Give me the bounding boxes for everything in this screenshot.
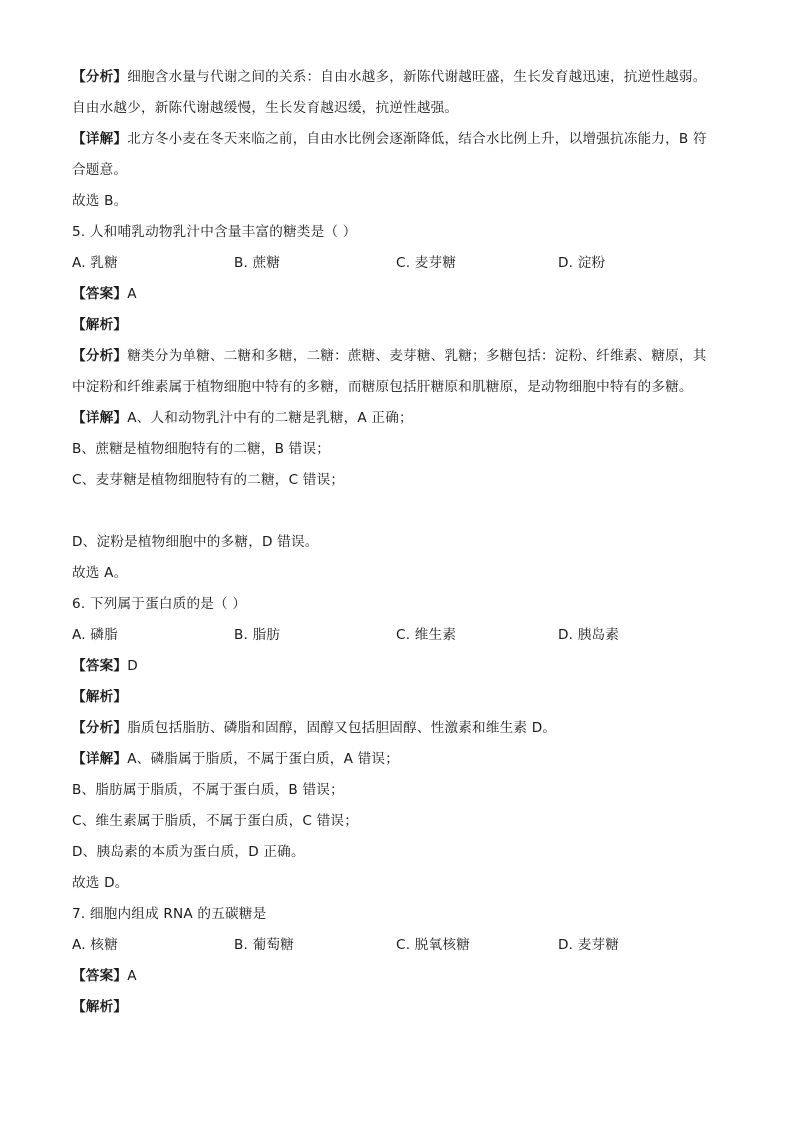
q5-conclusion: 故选 A。 (72, 565, 128, 581)
document-page (72, 62, 724, 1023)
q6-option-d: D. 胰岛素 (558, 627, 620, 643)
q4-detail-line-2: 合题意。 (72, 162, 128, 178)
detail-text: 北方冬小麦在冬天来临之前，自由水比例会逐渐降低，结合水比例上升，以增强抗冻能力，B 符 (127, 131, 707, 147)
q5-explain-tag: 【解析】 (72, 317, 128, 333)
q5-option-c: C. 麦芽糖 (396, 255, 457, 271)
blank-gap (72, 496, 724, 527)
q6-option-b: B. 脂肪 (234, 627, 281, 643)
analysis-text: 糖类分为单糖、二糖和多糖，二糖：蔗糖、麦芽糖、乳糖；多糖包括：淀粉、纤维素、糖原，其 (127, 348, 707, 364)
detail-tag: 【详解】 (72, 751, 128, 767)
analysis-text: 脂质包括脂肪、磷脂和固醇，固醇又包括胆固醇、性激素和维生素 D。 (127, 720, 557, 736)
q5-detail-b: B、蔗糖是植物细胞特有的二糖，B 错误； (72, 441, 331, 457)
q5-analysis-line-2: 中淀粉和纤维素属于植物细胞中特有的多糖，而糖原包括肝糖原和肌糖原，是动物细胞中特有的多糖。 (72, 379, 693, 395)
answer-value: A (127, 286, 137, 302)
q7-option-d: D. 麦芽糖 (558, 937, 620, 953)
analysis-tag: 【分析】 (72, 348, 128, 364)
q7-answer (72, 961, 724, 992)
detail-text: A、磷脂属于脂质，不属于蛋白质，A 错误； (127, 751, 399, 767)
q6-options (72, 620, 724, 651)
q6-analysis-line-1 (72, 713, 724, 744)
answer-value: A (127, 968, 137, 984)
q6-option-c: C. 维生素 (396, 627, 457, 643)
analysis-tag: 【分析】 (72, 720, 128, 736)
q4-conclusion: 故选 B。 (72, 193, 128, 209)
q7-options (72, 930, 724, 961)
q4-analysis-line-1 (72, 62, 724, 93)
answer-tag: 【答案】 (72, 286, 128, 302)
q5-detail-a (72, 403, 724, 434)
q5-detail-c: C、麦芽糖是植物细胞特有的二糖，C 错误； (72, 472, 345, 488)
q5-detail-d: D、淀粉是植物细胞中的多糖，D 错误。 (72, 534, 319, 550)
answer-tag: 【答案】 (72, 968, 128, 984)
analysis-text: 细胞含水量与代谢之间的关系：自由水越多，新陈代谢越旺盛，生长发育越迅速，抗逆性越弱。 (127, 69, 707, 85)
q6-detail-a (72, 744, 724, 775)
q4-analysis-line-2: 自由水越少，新陈代谢越缓慢，生长发育越迟缓，抗逆性越强。 (72, 100, 459, 116)
q5-answer (72, 279, 724, 310)
q4-detail-line-1 (72, 124, 724, 155)
q6-stem: 6. 下列属于蛋白质的是（ ） (72, 596, 247, 612)
q5-option-d: D. 淀粉 (558, 255, 606, 271)
q6-detail-d: D、胰岛素的本质为蛋白质，D 正确。 (72, 844, 305, 860)
q5-analysis-line-1 (72, 341, 724, 372)
answer-value: D (127, 658, 138, 674)
answer-tag: 【答案】 (72, 658, 128, 674)
q6-detail-c: C、维生素属于脂质，不属于蛋白质，C 错误； (72, 813, 358, 829)
detail-text: A、人和动物乳汁中有的二糖是乳糖，A 正确； (127, 410, 413, 426)
q6-answer (72, 651, 724, 682)
q7-stem: 7. 细胞内组成 RNA 的五碳糖是 (72, 906, 267, 922)
q5-stem: 5. 人和哺乳动物乳汁中含量丰富的糖类是（ ） (72, 224, 357, 240)
q5-option-a: A. 乳糖 (72, 255, 118, 271)
q5-option-b: B. 蔗糖 (234, 255, 281, 271)
q7-explain-tag: 【解析】 (72, 999, 128, 1015)
q7-option-c: C. 脱氧核糖 (396, 937, 470, 953)
analysis-tag: 【分析】 (72, 69, 128, 85)
q7-option-b: B. 葡萄糖 (234, 937, 294, 953)
q5-options (72, 248, 724, 279)
q6-explain-tag: 【解析】 (72, 689, 128, 705)
q6-conclusion: 故选 D。 (72, 875, 129, 891)
q6-detail-b: B、脂肪属于脂质，不属于蛋白质，B 错误； (72, 782, 344, 798)
q6-option-a: A. 磷脂 (72, 627, 118, 643)
q7-option-a: A. 核糖 (72, 937, 118, 953)
detail-tag: 【详解】 (72, 410, 128, 426)
detail-tag: 【详解】 (72, 131, 128, 147)
